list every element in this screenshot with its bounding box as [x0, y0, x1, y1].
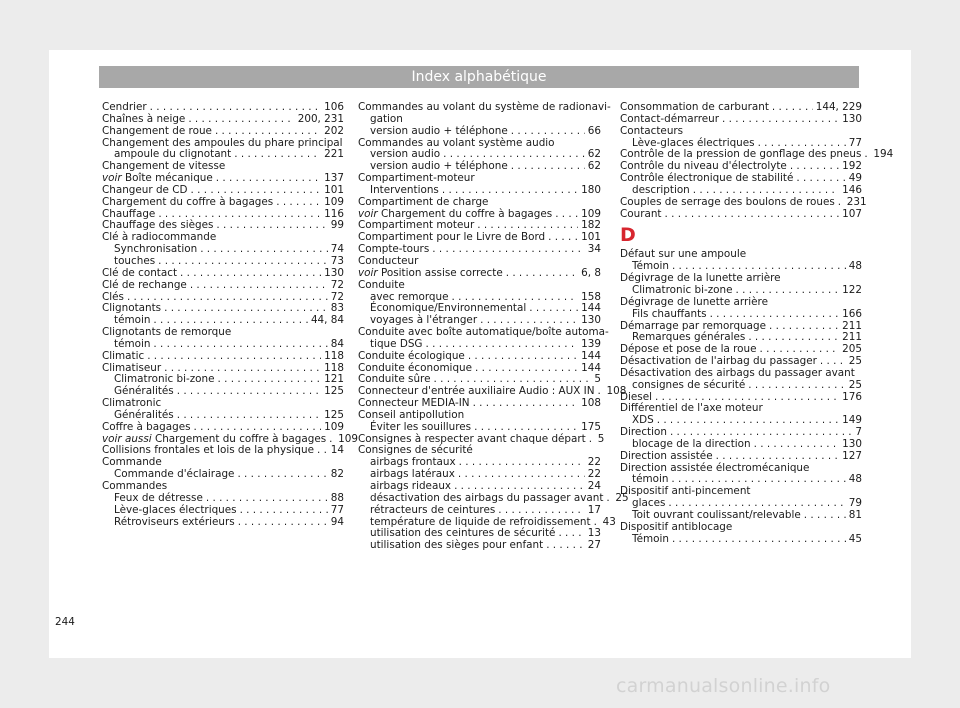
index-entry-page: 130: [324, 266, 344, 279]
index-heading: Commandes: [102, 480, 168, 492]
index-entry-page: 118: [324, 349, 344, 362]
index-entry-text: Collisions frontales et lois de la physique: [102, 444, 314, 457]
index-entry-text: ampoule du clignotant: [114, 148, 232, 161]
index-entry-page: 211: [842, 319, 862, 332]
index-entry-text: Clignotants: [102, 302, 162, 315]
index-entry-page: 109: [324, 420, 344, 433]
index-entry-text: tique DSG: [370, 337, 423, 350]
dot-leader: [468, 351, 578, 363]
index-entry-text: Synchronisation: [114, 243, 198, 256]
index-entry-text: Conduite économique: [358, 361, 473, 374]
dot-leader: [716, 451, 840, 463]
index-entry-page: 72: [330, 290, 344, 303]
dot-leader: [558, 528, 584, 540]
index-entry-text: Généralités: [114, 408, 174, 421]
index-entry-page: 182: [581, 219, 601, 232]
index-heading: Conducteur: [358, 254, 419, 267]
index-entry-page: 83: [330, 302, 344, 315]
dot-leader: [147, 351, 321, 363]
index-entry-page: 231: [846, 195, 867, 208]
index-entry-text: Généralités: [114, 385, 174, 398]
dot-leader: [317, 445, 328, 457]
index-entry-page: 101: [324, 183, 344, 196]
index-entry-page: 144: [581, 349, 601, 362]
dot-leader: [190, 280, 328, 292]
index-heading: Dégivrage de lunette arrière: [620, 295, 768, 308]
index-entry-text: Contrôle de la pression de gonflage des pneus: [620, 148, 862, 161]
index-entry-text: Boîte mécanique: [124, 172, 213, 185]
index-entry-page: 6, 8: [581, 266, 601, 279]
index-entry-label: [370, 185, 439, 197]
dot-leader: [200, 244, 328, 256]
dot-leader: [153, 339, 327, 351]
index-entry-text: Économique/Environnemental: [370, 302, 527, 315]
index-entry-page: 77: [330, 503, 344, 516]
index-heading: Désactivation des airbags du passager avant: [620, 366, 855, 379]
index-entry-label: [370, 540, 543, 552]
index-entry-text: température de liquide de refroidissement: [370, 515, 591, 528]
index-entry-text: Lève-glaces électriques: [632, 136, 755, 149]
index-entry-text: Cendrier: [102, 101, 147, 113]
index-entry: [620, 209, 862, 221]
index-entry-page: 202: [324, 124, 344, 137]
dot-leader: [158, 256, 328, 268]
index-entry-text: Climatic: [102, 349, 145, 362]
index-entry-page: 73: [330, 254, 344, 267]
index-entry-page: 5: [594, 373, 601, 386]
index-page: [49, 50, 911, 658]
index-entry-text: Témoin: [632, 532, 669, 545]
index-entry-text: désactivation des airbags du passager avant: [370, 491, 604, 504]
index-heading: Commandes au volant système audio: [358, 136, 555, 149]
dot-leader: [177, 386, 321, 398]
index-heading: Différentiel de l'axe moteur: [620, 402, 763, 415]
dot-leader: [754, 439, 840, 451]
index-heading: Commandes au volant du système de radionavi-: [358, 101, 611, 113]
index-entry-page: 13: [587, 527, 601, 540]
dot-leader: [177, 410, 321, 422]
index-heading: Commande: [102, 456, 162, 469]
dot-leader: [804, 510, 846, 522]
index-entry-page: 127: [842, 449, 862, 462]
index-entry-text: Direction assistée: [620, 449, 713, 462]
index-entry-page: 109: [338, 432, 359, 445]
index-entry-text: airbags rideaux: [370, 480, 452, 492]
index-entry-text: Contrôle électronique de stabilité: [620, 172, 794, 185]
index-entry-text: Témoin: [632, 260, 669, 273]
index-heading: Dispositif anti-pincement: [620, 485, 751, 498]
page-number: 244: [55, 616, 75, 628]
index-entry-text: rétracteurs de ceintures: [370, 503, 496, 516]
dot-leader: [529, 303, 578, 315]
index-entry-label: [620, 209, 662, 221]
index-entry-text: Coffre à bagages: [102, 420, 191, 433]
index-heading: Dispositif antiblocage: [620, 520, 733, 533]
index-entry-text: Clés: [102, 290, 124, 303]
index-entry-page: 106: [324, 101, 344, 113]
index-column-2: [358, 101, 629, 552]
index-heading: Consignes de sécurité: [358, 444, 473, 457]
index-entry-page: 130: [581, 314, 601, 327]
index-entry-page: 88: [330, 491, 344, 504]
index-entry-text: Compartiment moteur: [358, 219, 475, 232]
dot-leader: [237, 469, 327, 481]
index-entry-page: 166: [842, 307, 862, 320]
index-entry-page: 192: [842, 160, 862, 173]
dot-leader: [589, 434, 595, 446]
index-entry-page: 144: [581, 361, 601, 374]
index-entry-page: 45: [848, 532, 862, 545]
index-entry-text: Connecteur MEDIA-IN: [358, 397, 470, 410]
index-entry-page: 221: [324, 148, 344, 161]
index-entry-page: 74: [330, 243, 344, 256]
index-heading: Clignotants de remorque: [102, 326, 232, 339]
index-entry-page: 158: [581, 290, 601, 303]
index-entry-text: Direction: [620, 426, 667, 439]
index-heading: Compartiment de charge: [358, 195, 489, 208]
index-column-3: [620, 101, 894, 546]
watermark: carmanualsonline.info: [616, 675, 831, 697]
dot-leader: [475, 363, 578, 375]
index-heading: Direction assistée électromécanique: [620, 461, 810, 474]
index-entry-text: Chargement du coffre à bagages: [154, 432, 327, 445]
dot-leader: [473, 398, 579, 410]
index-entry-page: 14: [330, 444, 344, 457]
index-entry-text: Climatiseur: [102, 361, 162, 374]
index-entry-text: XDS: [632, 414, 654, 427]
index-entry-text: Dépose et pose de la roue: [620, 343, 757, 356]
index-entry-page: 24: [587, 480, 601, 492]
index-entry-page: 121: [324, 373, 344, 386]
dot-leader: [838, 197, 844, 209]
dot-leader: [606, 493, 612, 505]
index-entry-text: airbags frontaux: [370, 456, 456, 469]
index-entry-page: 84: [330, 337, 344, 350]
dot-leader: [164, 303, 328, 315]
index-entry: [102, 126, 344, 138]
index-entry-text: Désactivation de l'airbag du passager: [620, 355, 817, 368]
index-entry-page: 17: [587, 503, 601, 516]
index-entry-page: 125: [324, 408, 344, 421]
index-entry-label: [358, 268, 503, 280]
index-entry-text: Compte-tours: [358, 243, 430, 256]
index-entry-label: [102, 126, 212, 138]
index-heading: Contacteurs: [620, 124, 684, 137]
index-entry-page: 82: [330, 468, 344, 481]
index-heading: Conduite: [358, 278, 405, 291]
index-heading: Conduite avec boîte automatique/boîte automa-: [358, 326, 609, 339]
index-entry-text: Interventions: [370, 183, 439, 196]
index-entry-text: Clé de contact: [102, 266, 178, 279]
index-entry-text: Changeur de CD: [102, 183, 188, 196]
index-entry-text: Commande d'éclairage: [114, 468, 235, 481]
index-entry-page: 79: [848, 497, 862, 510]
dot-leader: [276, 197, 321, 209]
index-entry-page: 176: [842, 390, 862, 403]
dot-leader: [548, 232, 578, 244]
dot-leader: [216, 220, 327, 232]
dot-leader: [748, 332, 839, 344]
index-column-1: [102, 101, 359, 528]
index-entry-text: Toit ouvrant coulissant/relevable: [632, 509, 801, 521]
index-entry-page: 109: [581, 207, 601, 220]
index-entry-page: 130: [842, 112, 862, 125]
index-entry-page: 205: [842, 343, 862, 356]
index-entry-page: 72: [330, 278, 344, 291]
section-letter: D: [620, 224, 636, 247]
dot-leader: [240, 505, 328, 517]
index-heading: Compartiment-moteur: [358, 172, 475, 185]
index-entry-page: 211: [842, 331, 862, 344]
index-entry-page: 194: [873, 148, 894, 161]
index-entry-page: 22: [587, 468, 601, 481]
dot-leader: [790, 161, 839, 173]
index-entry-text: Conduite sûre: [358, 373, 431, 386]
index-entry: [102, 280, 344, 292]
index-entry-page: 137: [324, 172, 344, 185]
dot-leader: [442, 185, 578, 197]
index-heading: Dégivrage de la lunette arrière: [620, 272, 781, 285]
index-entry: [358, 540, 601, 552]
index-heading: Défaut sur une ampoule: [620, 248, 747, 261]
dot-leader: [772, 102, 813, 114]
index-entry: [620, 114, 862, 126]
dot-leader: [864, 149, 870, 161]
index-entry-page: 99: [330, 219, 344, 232]
index-entry-page: 118: [324, 361, 344, 374]
index-entry-page: 144, 229: [815, 101, 862, 113]
index-entry-page: 49: [848, 172, 862, 185]
index-entry-page: 180: [581, 183, 601, 196]
index-entry-text: Chargement du coffre à bagages: [380, 207, 553, 220]
index-entry-text: consignes de sécurité: [632, 378, 746, 391]
index-entry-text: airbags latéraux: [370, 468, 455, 481]
page-title: Index alphabétique: [99, 66, 859, 88]
index-entry-text: Chauffage des sièges: [102, 219, 214, 232]
index-entry-page: 77: [848, 136, 862, 149]
index-entry-page: 175: [581, 420, 601, 433]
index-entry-page: 44, 84: [310, 314, 344, 327]
dot-leader: [459, 457, 585, 469]
index-entry: [358, 185, 601, 197]
index-entry-text: version audio + téléphone: [370, 160, 508, 173]
index-entry-page: 34: [587, 243, 601, 256]
index-entry-label: [370, 126, 508, 138]
index-entry-text: Climatronic bi-zone: [632, 283, 733, 296]
index-entry-page: 107: [842, 207, 862, 220]
index-entry: [620, 380, 862, 392]
index-entry-text: avec remorque: [370, 290, 449, 303]
index-entry-text: Feux de détresse: [114, 491, 203, 504]
dot-leader: [511, 161, 585, 173]
index-entry-page: 48: [848, 473, 862, 486]
index-entry-page: 66: [587, 124, 601, 137]
index-entry-text: Contact-démarreur: [620, 112, 720, 125]
index-entry: [358, 126, 601, 138]
dot-leader: [511, 126, 585, 138]
index-entry-text: Chargement du coffre à bagages: [102, 195, 274, 208]
index-entry-text: témoin: [114, 314, 151, 327]
index-entry-page: 43: [602, 515, 616, 528]
index-entry-label: [632, 534, 669, 546]
index-entry-page: 25: [848, 355, 862, 368]
index-entry-page: 149: [842, 414, 862, 427]
index-entry-reference: voir: [358, 207, 378, 220]
index-entry-text: Climatronic bi-zone: [114, 373, 215, 386]
dot-leader: [234, 149, 321, 161]
index-entry-text: Lève-glaces électriques: [114, 503, 237, 516]
index-heading: Climatronic: [102, 397, 162, 410]
dot-leader: [432, 244, 585, 256]
index-entry-text: Remarques générales: [632, 331, 746, 344]
index-entry-page: 122: [842, 283, 862, 296]
index-heading: Changement de vitesse: [102, 160, 226, 173]
dot-leader: [546, 540, 585, 552]
index-entry-label: [114, 517, 235, 529]
index-entry-page: 94: [330, 515, 344, 528]
index-entry-text: Démarrage par remorquage: [620, 319, 766, 332]
dot-leader: [672, 534, 846, 546]
index-heading: Changement des ampoules du phare principal: [102, 136, 343, 149]
index-entry-text: Clé de rechange: [102, 278, 187, 291]
index-entry-text: touches: [114, 254, 156, 267]
index-entry-text: témoin: [632, 473, 669, 486]
index-entry: [620, 534, 862, 546]
index-entry-page: 48: [848, 260, 862, 273]
dot-leader: [665, 209, 840, 221]
dot-leader: [796, 173, 845, 185]
index-entry-page: 5: [597, 432, 605, 445]
index-entry-text: Contrôle du niveau d'électrolyte: [620, 160, 787, 173]
index-entry-page: 101: [581, 231, 601, 244]
index-entry-page: 7: [855, 426, 862, 439]
index-entry-text: Fils chauffants: [632, 307, 707, 320]
index-entry-page: 27: [587, 539, 601, 552]
index-entry-label: [620, 114, 719, 126]
index-entry-text: blocage de la direction: [632, 437, 751, 450]
index-entry-page: 108: [606, 385, 627, 398]
index-entry-page: 139: [581, 337, 601, 350]
index-entry-page: 62: [587, 160, 601, 173]
dot-leader: [722, 114, 839, 126]
index-heading: gation: [370, 112, 403, 125]
dot-leader: [748, 380, 845, 392]
index-heading: Clé à radiocommande: [102, 231, 217, 244]
dot-leader: [180, 268, 321, 280]
index-entry-text: Consignes à respecter avant chaque départ: [358, 432, 586, 445]
index-entry-page: 130: [842, 437, 862, 450]
index-entry-page: 116: [324, 207, 344, 220]
index-entry-text: Changement de roue: [102, 124, 212, 137]
index-entry-text: Conduite écologique: [358, 349, 465, 362]
index-entry-text: utilisation des ceintures de sécurité: [370, 527, 556, 540]
index-entry-text: glaces: [632, 497, 666, 510]
index-entry-page: 200, 231: [297, 112, 344, 125]
index-entry-reference: voir aussi: [102, 432, 152, 445]
index-entry-page: 144: [581, 302, 601, 315]
index-entry: [620, 451, 862, 463]
index-entry-page: 146: [842, 183, 862, 196]
index-entry-page: 22: [587, 456, 601, 469]
dot-leader: [506, 268, 578, 280]
index-entry-page: 25: [615, 491, 629, 504]
index-entry-text: Rétroviseurs extérieurs: [114, 515, 235, 528]
dot-leader: [657, 415, 839, 427]
index-entry-page: 109: [324, 195, 344, 208]
index-entry-text: Diesel: [620, 390, 652, 403]
index-entry-reference: voir: [102, 172, 122, 185]
index-heading: Conseil antipollution: [358, 408, 465, 421]
index-entry-text: Éviter les souillures: [370, 420, 472, 433]
index-entry-page: 125: [324, 385, 344, 398]
index-entry: [102, 517, 344, 529]
dot-leader: [218, 374, 322, 386]
index-entry-page: 62: [587, 148, 601, 161]
dot-leader: [555, 209, 578, 221]
index-entry-page: 108: [581, 397, 601, 410]
index-entry-text: Chauffage: [102, 207, 156, 220]
index-entry-text: version audio + téléphone: [370, 124, 508, 137]
dot-leader: [458, 469, 585, 481]
index-entry-text: Position assise correcte: [380, 266, 503, 279]
index-entry-text: description: [632, 183, 690, 196]
index-entry-text: Courant: [620, 207, 662, 220]
index-entry-reference: voir: [358, 266, 378, 279]
index-entry-text: Connecteur d'entrée auxiliaire Audio : AUX IN: [358, 385, 595, 398]
index-entry: [358, 268, 601, 280]
index-entry-text: voyages à l'étranger: [370, 314, 478, 327]
index-entry-page: 25: [848, 378, 862, 391]
index-entry-text: version audio: [370, 148, 441, 161]
index-entry-text: Couples de serrage des boulons de roues: [620, 195, 835, 208]
index-entry-text: témoin: [114, 337, 151, 350]
index-entry-text: Chaînes à neige: [102, 112, 186, 125]
dot-leader: [215, 126, 321, 138]
dot-leader: [769, 321, 839, 333]
dot-leader: [216, 173, 321, 185]
index-entry-text: Consommation de carburant: [620, 101, 769, 113]
dot-leader: [238, 517, 328, 529]
index-entry-text: utilisation des sièges pour enfant: [370, 539, 544, 552]
index-entry-text: Compartiment pour le Livre de Bord: [358, 231, 546, 244]
index-entry-page: 81: [848, 509, 862, 521]
index-entry-label: [620, 451, 713, 463]
